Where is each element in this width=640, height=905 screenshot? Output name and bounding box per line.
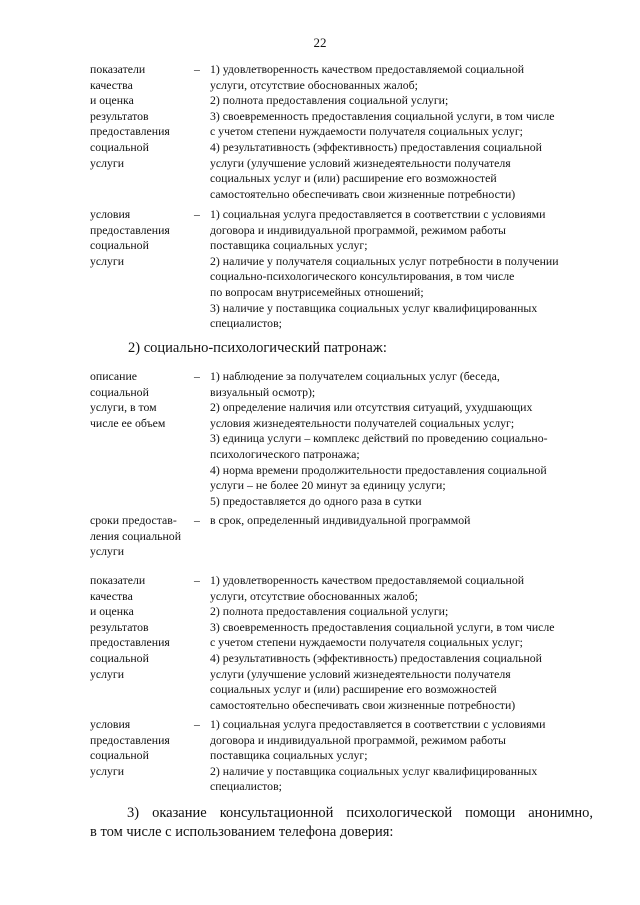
criteria-text: 1) социальная услуга предоставляется в соответствии с условиями договора и индивидуальной программой, режимом работы поставщика социальных услуг; 2) наличие у поставщика социальных услуг квалифицированных специалистов; — [210, 717, 546, 794]
criteria-row-description — [90, 369, 610, 509]
criteria-row-quality-indicators — [90, 62, 610, 202]
dash-separator: – — [194, 573, 200, 587]
criteria-text: 1) наблюдение за получателем социальных услуг (беседа, визуальный осмотр); 2) определение наличия или отсутствия ситуаций, ухудшающих условия жизнедеятельности получателей социальных услуг; 3) единица услуги – комплекс действий по проведению социально- психологического патронажа; 4) норма времени продолжительности предоставления социальной услуги – не более 20 минут за единицу услуги; 5) предоставляется до одного раза в сутки — [210, 369, 548, 508]
criteria-label: показатели качества и оценка результатов предоставления социальной услуги — [90, 573, 170, 681]
dash-separator: – — [194, 62, 200, 76]
dash-separator: – — [194, 513, 200, 527]
closing-paragraph — [90, 804, 593, 842]
criteria-text: 1) социальная услуга предоставляется в соответствии с условиями договора и индивидуальной программой, режимом работы поставщика социальных услуг; 2) наличие у получателя социальных услуг потребности в получении социально-психологического консультирования, в том числе по вопросам внутрисемейных отношений; 3) наличие у поставщика социальных услуг квалифицированных специалистов; — [210, 207, 559, 331]
criteria-label: описание социальной услуги, в том числе ее объем — [90, 369, 166, 430]
page-number: 22 — [313, 35, 327, 50]
criteria-label: сроки предостав- ления социальной услуги — [90, 513, 182, 559]
criteria-row-terms — [90, 513, 610, 560]
criteria-label: условия предоставления социальной услуги — [90, 207, 170, 268]
criteria-row-conditions — [90, 207, 610, 332]
criteria-label: условия предоставления социальной услуги — [90, 717, 170, 778]
criteria-label: показатели качества и оценка результатов предоставления социальной услуги — [90, 62, 170, 170]
closing-line-1: 3) оказание консультационной психологической помощи анонимно, — [127, 805, 593, 821]
dash-separator: – — [194, 207, 200, 221]
criteria-text: в срок, определенный индивидуальной программой — [210, 513, 471, 527]
dash-separator: – — [194, 717, 200, 731]
closing-line-2: в том числе с использованием телефона доверия: — [90, 824, 394, 840]
criteria-row-quality-indicators — [90, 573, 610, 713]
criteria-text: 1) удовлетворенность качеством предоставляемой социальной услуги, отсутствие обоснованных жалоб; 2) полнота предоставления социальной услуги; 3) своевременность предоставления социальной услуги, в том числе с учетом степени нуждаемости получателя социальных услуг; 4) результативность (эффективность) предоставления социальной услуги (улучшение условий жизнедеятельности получателя социальных услуг и (или) расширение его возможностей самостоятельно обеспечивать свои жизненные потребности) — [210, 573, 555, 712]
dash-separator: – — [194, 369, 200, 383]
criteria-row-conditions — [90, 717, 610, 795]
section-heading: 2) социально-психологический патронаж: — [128, 340, 387, 356]
criteria-text: 1) удовлетворенность качеством предоставляемой социальной услуги, отсутствие обоснованных жалоб; 2) полнота предоставления социальной услуги; 3) своевременность предоставления социальной услуги, в том числе с учетом степени нуждаемости получателя социальных услуг; 4) результативность (эффективность) предоставления социальной услуги (улучшение условий жизнедеятельности получателя социальных услуг и (или) расширение его возможностей самостоятельно обеспечивать свои жизненные потребности) — [210, 62, 555, 201]
